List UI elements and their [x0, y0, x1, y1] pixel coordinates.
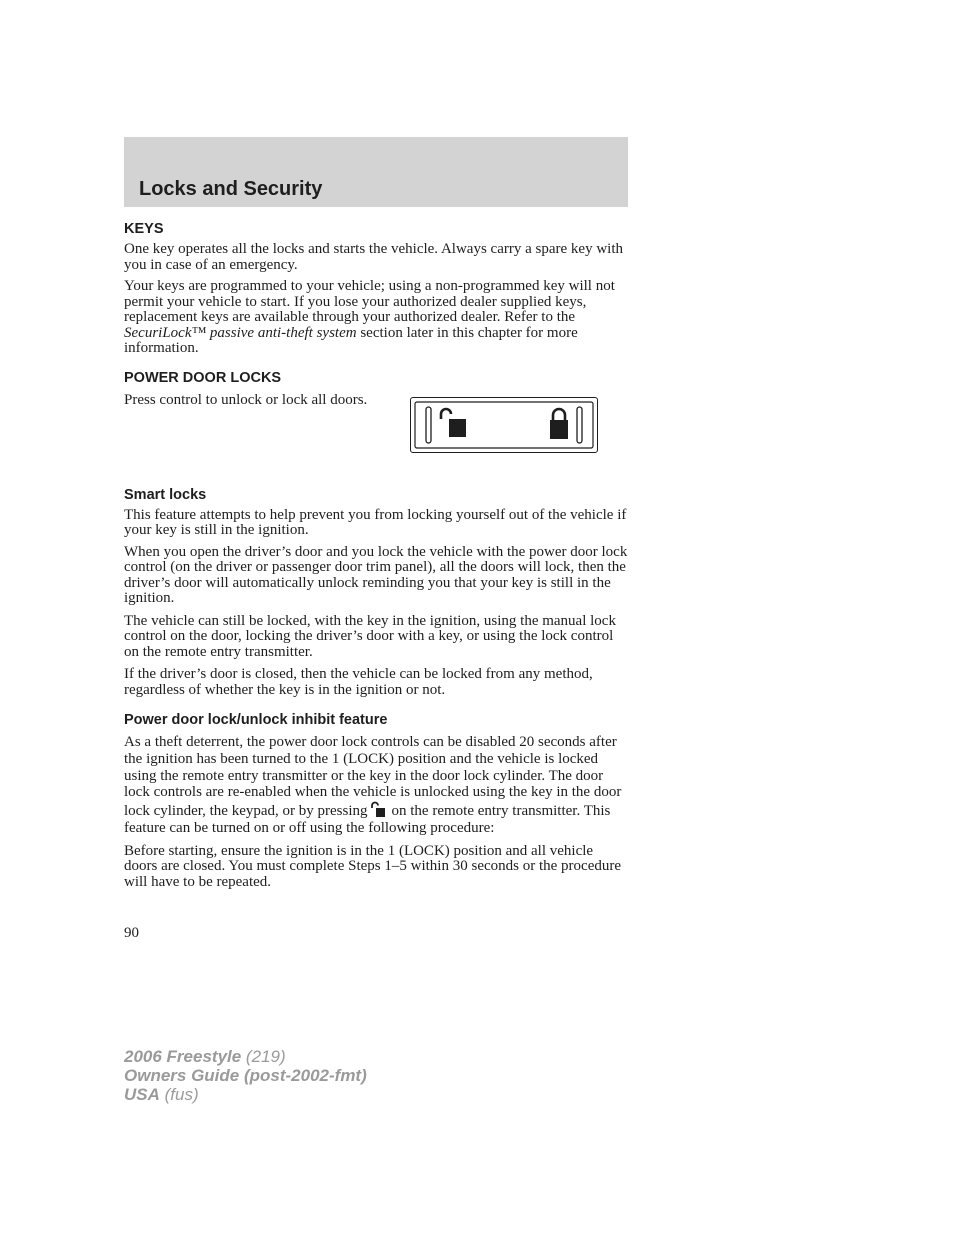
smart-locks-paragraph-1: This feature attempts to help prevent you from locking yourself out of the vehicle if your key is still in the ignition. [124, 506, 627, 538]
unlock-icon [370, 801, 386, 817]
inhibit-paragraph-2: Before starting, ensure the ignition is in the 1 (LOCK) position and all vehicle doors are closed. You must complete Steps 1–5 within 30 seconds or the procedure will have to be repeated. [124, 842, 621, 890]
page-number: 90 [124, 925, 139, 941]
section-title: Locks and Security [139, 178, 323, 200]
smart-locks-heading: Smart locks [124, 486, 207, 503]
page-content [124, 221, 628, 890]
door-lock-control-drawing [411, 398, 597, 452]
footer-guide: Owners Guide (post-2002-fmt) [124, 1066, 367, 1085]
smart-locks-paragraph-2: When you open the driver’s door and you lock the vehicle with the power door lock control (on the driver or passenger door trim panel), all the doors will lock, then the driver’s door will automatically unlock reminding you that your key is still in the ignition. [124, 543, 628, 606]
smart-locks-paragraph-3: The vehicle can still be locked, with the key in the ignition, using the manual lock control on the door, locking the driver’s door with a key, or using the lock control on the remote entry transmitter. [124, 612, 616, 660]
footer-model-code: (219) [241, 1047, 286, 1066]
keys-heading: KEYS [124, 221, 164, 237]
inhibit-feature-heading: Power door lock/unlock inhibit feature [124, 712, 388, 728]
power-door-locks-paragraph: Press control to unlock or lock all doors. [124, 391, 368, 408]
footer-line-2 [124, 1066, 367, 1085]
document-footer [124, 1047, 367, 1104]
keys-paragraph-2 [124, 279, 628, 357]
inhibit-p1-start: As a theft deterrent, the power door lock controls can be disabled 20 seconds after the ignition has been turned to the 1 (LOCK) position and the vehicle is locked using the remote entry transmitter or the key in the door lock cylinder. The door lock controls are re-enabled when the vehicle is unlocked using the key in the door lock cylinder, the keypad, or by pressing [124, 734, 622, 820]
door-lock-control-illustration [410, 397, 598, 453]
power-door-locks-heading: POWER DOOR LOCKS [124, 369, 282, 386]
lock-icon [550, 409, 568, 439]
footer-market: USA [124, 1085, 160, 1104]
unlock-icon [441, 409, 466, 437]
footer-market-code: (fus) [159, 1085, 199, 1104]
footer-line-3 [124, 1085, 367, 1104]
securilock-reference: SecuriLock™ passive anti-theft system [124, 324, 357, 341]
section-header [124, 137, 628, 207]
keys-p2-end: section later in this chapter for more information. [124, 324, 578, 356]
keys-paragraph-1: One key operates all the locks and starts the vehicle. Always carry a spare key with you in case of an emergency. [124, 241, 623, 273]
footer-model: 2006 Freestyle [124, 1047, 242, 1066]
power-door-locks-row [124, 392, 628, 487]
inhibit-p1-end: on the remote entry transmitter. This feature can be turned on or off using the following procedure: [124, 803, 611, 836]
inhibit-paragraph-1 [124, 734, 628, 837]
keys-p2-start: Your keys are programmed to your vehicle; using a non-programmed key will not permit your vehicle to start. If you lose your authorized dealer supplied keys, replacement keys are available through your authorized dealer. Refer to the [124, 278, 615, 325]
smart-locks-paragraph-4: If the driver’s door is closed, then the vehicle can be locked from any method, regardless of whether the key is in the ignition or not. [124, 666, 593, 698]
footer-line-1 [124, 1047, 367, 1066]
